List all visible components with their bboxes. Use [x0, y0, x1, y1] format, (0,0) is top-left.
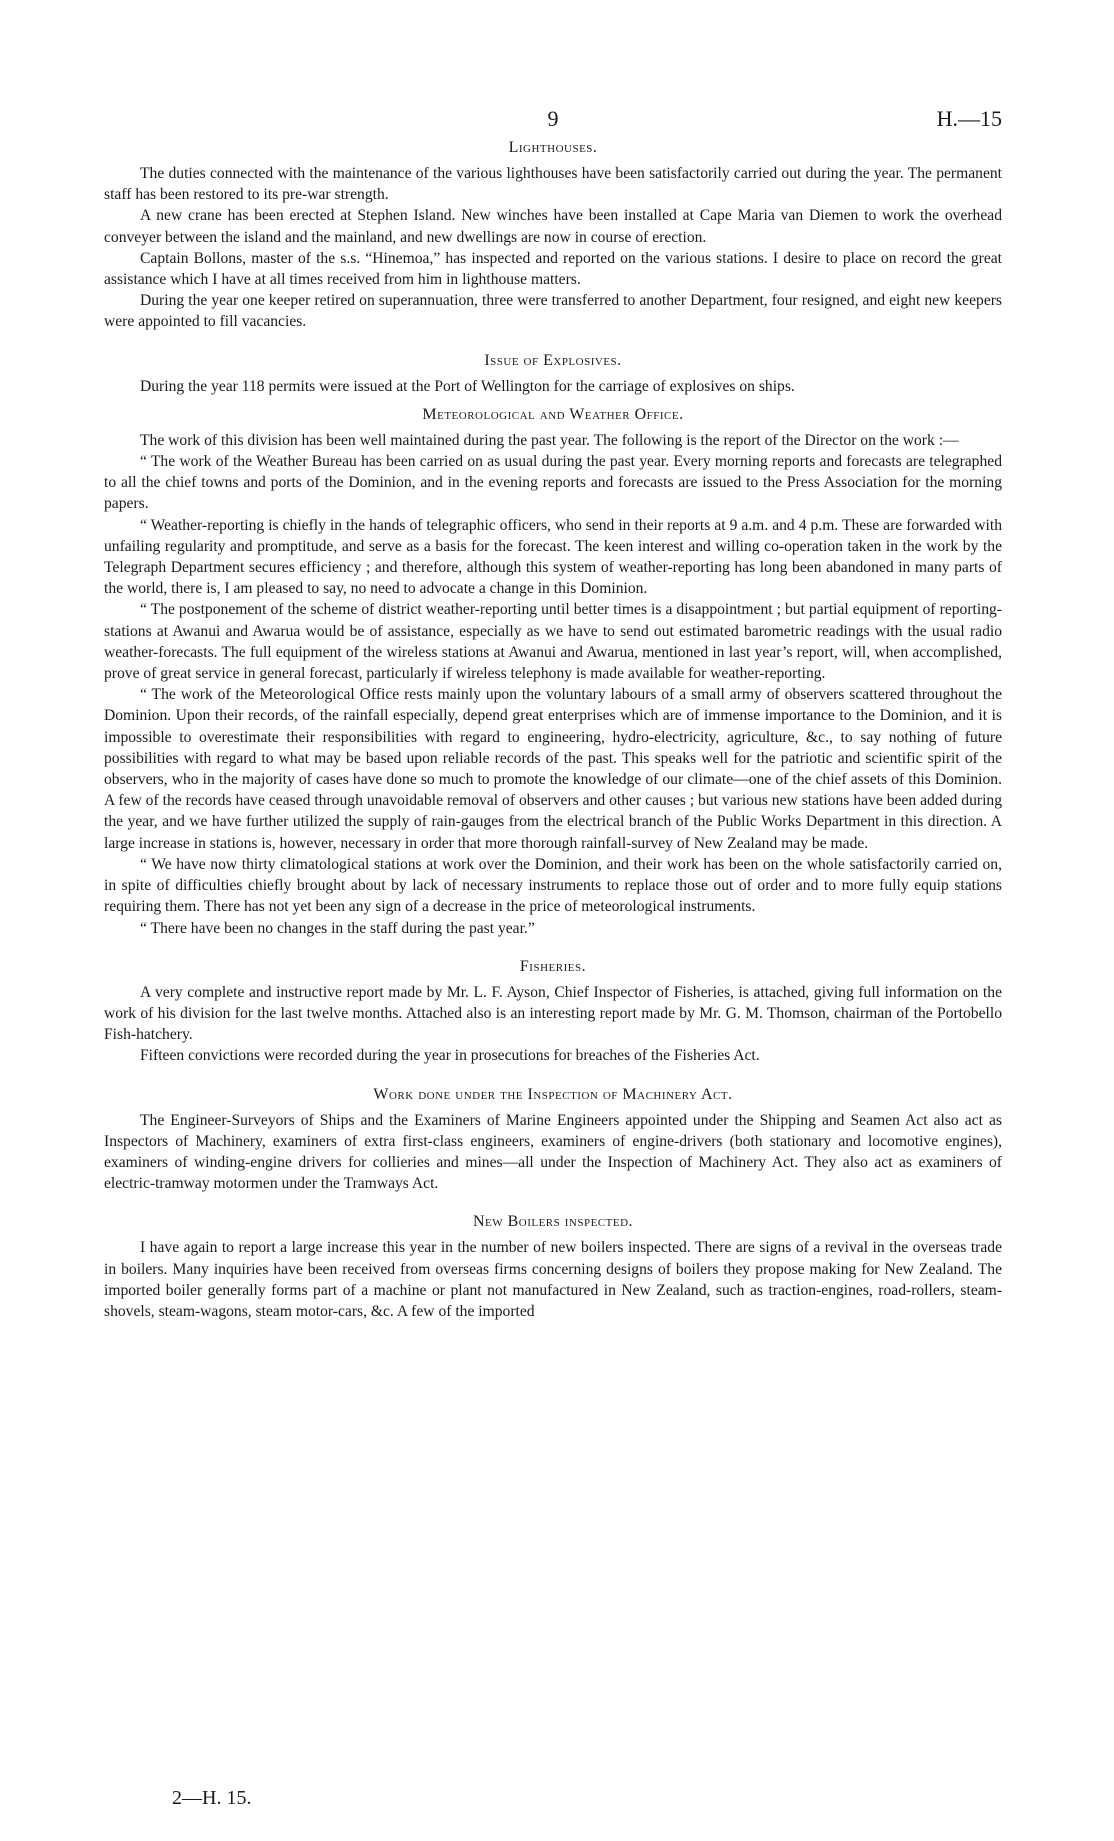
section-heading-machinery-act: Work done under the Inspection of Machinery Act.	[373, 1085, 733, 1103]
paragraph: “ The postponement of the scheme of district weather-reporting until better times is a disappointment ; but partial equipment of reporting-stations at Awanui and Awarua would be of assistance, especially as we have to send out estimated barometric readings with the usual radio weather-forecasts. The full equipment of the wireless stations at Awanui and Awarua, mentioned in last year’s report, will, when accomplished, prove of great service in general forecast, particularly if wireless telephony is made available for weather-reporting.	[104, 601, 1002, 683]
section-heading-fisheries: Fisheries.	[519, 957, 587, 975]
document-reference: H.—15	[936, 106, 1002, 131]
section-heading-meteorological: Meteorological and Weather Office.	[422, 405, 684, 423]
page-header	[104, 100, 1002, 138]
paragraph: The duties connected with the maintenance of the various lighthouses have been satisfactorily carried out during the year. The permanent staff has been restored to its pre-war strength.	[104, 165, 1002, 204]
section-heading-lighthouses: Lighthouses.	[508, 139, 598, 156]
section-heading-new-boilers: New Boilers inspected.	[472, 1213, 634, 1231]
paragraph: During the year 118 permits were issued at the Port of Wellington for the carriage of explosives on ships.	[140, 377, 795, 395]
paragraph: I have again to report a large increase this year in the number of new boilers inspected. There are signs of a revival in the overseas trade in boilers. Many inquiries have been received from overseas firms concerning designs of boilers they propose making for New Zealand. The imported boiler generally forms part of a machine or plant not manufactured in New Zealand, such as traction-engines, road-rollers, steam-shovels, steam-wagons, steam motor-cars, &c. A few of the imported	[104, 1239, 1002, 1320]
document-page	[104, 100, 1002, 1820]
paragraph: During the year one keeper retired on superannuation, three were transferred to another Department, four resigned, and eight new keepers were appointed to fill vacancies.	[104, 292, 1002, 331]
footer-signature: 2—H. 15.	[172, 1787, 252, 1809]
page-number: 9	[547, 106, 559, 131]
paragraph: “ We have now thirty climatological stations at work over the Dominion, and their work has been on the whole satisfactorily carried on, in spite of difficulties chiefly brought about by lack of necessary instruments to replace those out of order and to more fully equip stations requiring them. There has not yet been any sign of a decrease in the price of meteorological instruments.	[104, 855, 1002, 916]
paragraph: The work of this division has been well maintained during the past year. The following is the report of the Director on the work :—	[140, 431, 959, 449]
section-heading-explosives: Issue of Explosives.	[484, 351, 622, 369]
paragraph: Fifteen convictions were recorded during the year in prosecutions for breaches of the Fisheries Act.	[140, 1047, 760, 1065]
paragraph: “ The work of the Meteorological Office rests mainly upon the voluntary labours of a small army of observers scattered throughout the Dominion. Upon their records, of the rainfall especially, depend great enterprises which are of immense importance to the Dominion, and it is impossible to overestimate their responsibilities with regard to engineering, hydro-electricity, agriculture, &c., to say nothing of future possibilities with regard to what may be based upon reliable records of the past. This speaks well for the patriotic and scientific spirit of the observers, who in the majority of cases have done so much to promote the knowledge of our climate—one of the chief assets of this Dominion. A few of the records have ceased through unavoidable removal of observers and other causes ; but various new stations have been added during the year, and we have further utilized the supply of rain-gauges from the electrical branch of the Public Works Department in this direction. A large increase in stations is, however, necessary in order that more thorough rainfall-survey of New Zealand may be made.	[104, 686, 1002, 852]
paragraph: “ The work of the Weather Bureau has been carried on as usual during the past year. Every morning reports and forecasts are telegraphed to all the chief towns and ports of the Dominion, and in the evening reports and forecasts are issued to the Press Association for the morning papers.	[104, 453, 1002, 513]
paragraph: The Engineer-Surveyors of Ships and the Examiners of Marine Engineers appointed under the Shipping and Seamen Act also act as Inspectors of Machinery, examiners of extra first-class engineers, examiners of engine-drivers (both stationary and locomotive engines), examiners of winding-engine drivers for collieries and mines—all under the Inspection of Machinery Act. They also act as examiners of electric-tramway motormen under the Tramways Act.	[104, 1111, 1002, 1193]
paragraph: “ Weather-reporting is chiefly in the hands of telegraphic officers, who send in their reports at 9 a.m. and 4 p.m. These are forwarded with unfailing regularity and promptitude, and serve as a basis for the forecast. The keen interest and willing co-operation taken in the work by the Telegraph Department secures efficiency ; and therefore, although this system of weather-reporting has long been abandoned in many parts of the world, there is, I am pleased to say, no need to advocate a change in this Dominion.	[104, 516, 1002, 598]
paragraph: A very complete and instructive report made by Mr. L. F. Ayson, Chief Inspector of Fisheries, is attached, giving full information on the work of his division for the last twelve months. Attached also is an interesting report made by Mr. G. M. Thomson, chairman of the Portobello Fish-hatchery.	[104, 983, 1002, 1044]
paragraph: “ There have been no changes in the staff during the past year.”	[140, 919, 535, 937]
paragraph: Captain Bollons, master of the s.s. “Hinemoa,” has inspected and reported on the various stations. I desire to place on record the great assistance which I have at all times received from him in lighthouse matters.	[104, 249, 1002, 289]
paragraph: A new crane has been erected at Stephen Island. New winches have been installed at Cape Maria van Diemen to work the overhead conveyer between the island and the mainland, and new dwellings are now in course of erection.	[104, 207, 1002, 246]
